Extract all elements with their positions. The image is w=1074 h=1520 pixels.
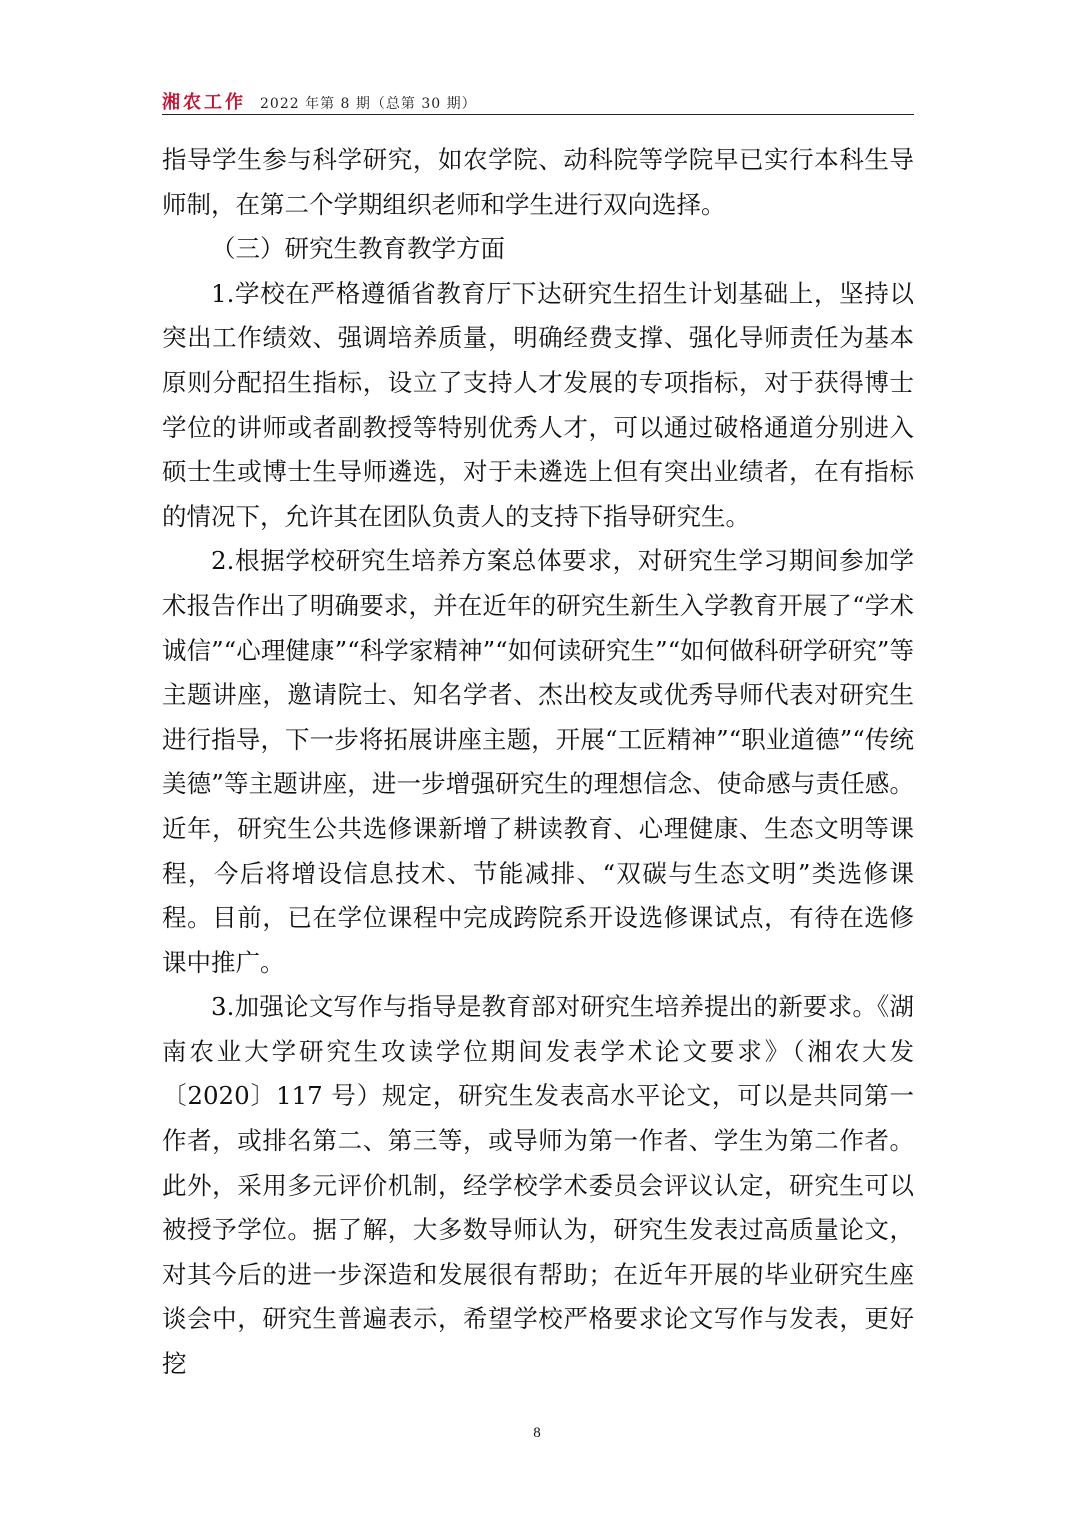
running-header <box>162 88 914 114</box>
paragraph-continuation: 指导学生参与科学研究，如农学院、动科院等学院早已实行本科生导师制，在第二个学期组织老师和学生进行双向选择。 <box>162 145 914 219</box>
section-heading: （三）研究生教育教学方面 <box>211 234 505 264</box>
header-divider <box>162 114 914 115</box>
paragraph-3: 3.加强论文写作与指导是教育部对研究生培养提出的新要求。《湖南农业大学研究生攻读学位期间发表学术论文要求》（湘农大发〔2020〕117 号）规定，研究生发表高水平论文，可以是共同第一作者，或排名第二、第三等，或导师为第一作者、学生为第二作者。此外，采用多元评价机制，经学校学术委员会评议认定，研究生可以被授予学位。据了解，大多数导师认为，研究生发表过高质量论文，对其今后的进一步深造和发展很有帮助；在近年开展的毕业研究生座谈会中，研究生普遍表示，希望学校严格要求论文写作与发表，更好挖 <box>162 992 914 1379</box>
page-number: 8 <box>533 1425 541 1441</box>
issue-info: 2022 年第 8 期（总第 30 期） <box>260 96 477 112</box>
paragraph-2: 2.根据学校研究生培养方案总体要求，对研究生学习期间参加学术报告作出了明确要求，并在近年的研究生新生入学教育开展了“学术诚信”“心理健康”“科学家精神”“如何读研究生”“如何做科研学研究”等主题讲座，邀请院士、知名学者、杰出校友或优秀导师代表对研究生进行指导，下一步将拓展讲座主题，开展“工匠精神”“职业道德”“传统美德”等主题讲座，进一步增强研究生的理想信念、使命感与责任感。近年，研究生公共选修课新增了耕读教育、心理健康、生态文明等课程，今后将增设信息技术、节能减排、“双碳与生态文明”类选修课程。目前，已在学位课程中完成跨院系开设选修课试点，有待在选修课中推广。 <box>162 546 914 977</box>
journal-brand: 湘农工作 <box>162 92 246 113</box>
paragraph-1: 1.学校在严格遵循省教育厅下达研究生招生计划基础上，坚持以突出工作绩效、强调培养质量，明确经费支撑、强化导师责任为基本原则分配招生指标，设立了支持人才发展的专项指标，对于获得博士学位的讲师或者副教授等特别优秀人才，可以通过破格通道分别进入硕士生或博士生导师遴选，对于未遴选上但有突出业绩者，在有指标的情况下，允许其在团队负责人的支持下指导研究生。 <box>162 278 914 531</box>
body-text <box>162 138 914 1387</box>
